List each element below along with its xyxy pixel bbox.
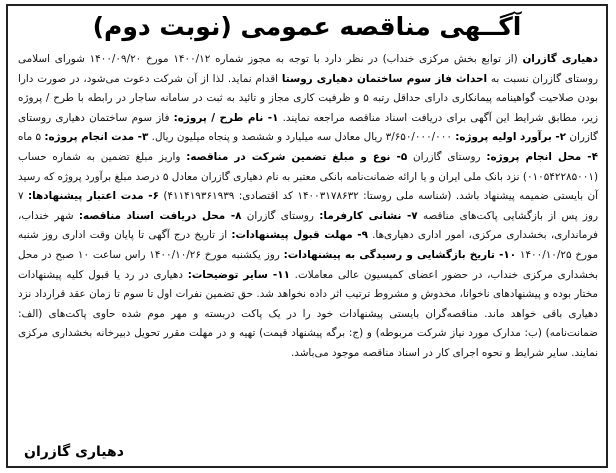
item-9-value: از تاریخ درج آگهی تا پایان وقت اداری روز شنبه مورخ ۱۴۰۰/۱۰/۲۵ [18, 229, 599, 261]
item-4-label: ۴- محل انجام پروژه: [486, 150, 598, 163]
item-8-label: ۸- محل دریافت اسناد مناقصه: [78, 209, 242, 222]
item-10-label: ۱۰- تاریخ بازگشایی و رسیدگی به پیشنهادات: [283, 248, 517, 261]
notice-title: آگــهی مناقصه عمومی (نوبت دوم) [92, 12, 522, 41]
item-7-label: ۷- نشانی کارفرما: [319, 209, 418, 222]
item-11-label: ۱۱- سایر توضیحات: [187, 268, 290, 281]
item-6-value: ۷ روز پس از بازگشایی پاکت‌های مناقصه [18, 190, 598, 222]
project-phrase: احداث فاز سوم ساختمان دهیاری روستا [281, 72, 488, 85]
notice-body [18, 50, 598, 364]
item-1-value: فاز سوم ساختمان دهیاری روستای گازران [18, 111, 598, 144]
item-2-value: ۳/۶۵۰/۰۰۰/۰۰۰ ریال معادل سه میلیارد و ششصد و پنجاه میلیون ریال. [151, 131, 452, 144]
item-7-value: روستای گازران [246, 209, 314, 222]
item-5-value: واریز مبلغ تضمین به شماره حساب (۰۱۰۵۴۲۲۸۵۰۰۱) نزد بانک ملی ایران و یا ارائه ضمانت‌نامه بانکی معتبر به نام دهیاری گازران معادل ۵ درصد مبلغ برآورد پروژه که رسید آن بایستی ضمیمه پیشنهاد باشد. (شناسه ملی روستا: ۱۴۰۰۳۱۷۸۶۳۲ کد اقتصادی: ۴۱۱۴۱۹۳۶۱۹۳۹) [18, 150, 598, 203]
item-5-label: ۵- نوع و مبلغ تضمین شرکت در مناقصه: [186, 150, 408, 163]
item-10-value: روز یکشنبه مورخ ۱۴۰۰/۱۰/۲۶ راس ساعت ۱۰ صبح در محل بخشداری مرکزی خنداب، در حضور اعضای کمیسیون عالی معاملات. [18, 248, 598, 281]
intro-text-2: اقدام نماید. لذا از آن شرکت دعوت می‌شود، در صورت دارا بودن صلاحیت گواهینامه پیمانکاری دارای حداقل رتبه ۵ و ظرفیت کاری مجاز و تائید به ثبت در سامانه ساجار در رابطه با طرح / پروژه زیر، مطابق شرایط این آگهی برای دریافت اسناد مناقصه مراجعه نمایند. [18, 72, 598, 124]
signature: دهیاری گازران [24, 444, 124, 460]
intro-text: (از توابع بخش مرکزی خنداب) در نظر دارد با توجه به مجوز شماره ۱۴۰۰/۱۲ مورخ ۱۴۰۰/۰۹/۲۰ شورای اسلامی روستای گازران نسبت به [18, 53, 599, 85]
item-8-value: شهر خنداب، فرمانداری، بخشداری مرکزی، امور اداری دهیاری‌ها. [18, 209, 599, 242]
item-1-label: ۱- نام طرح / پروژه: [173, 111, 279, 124]
item-6-label: ۶- مدت اعتبار پیشنهادها: [27, 190, 159, 203]
org-name-lead: دهیاری گازران [522, 53, 598, 65]
item-3-label: ۳- مدت انجام پروژه: [44, 131, 149, 144]
item-11-value: دهیاری در رد یا قبول کلیه پیشنهادات مختار بوده و پیشنهادهای ناخوانا، مخدوش و مشروط ترتیب اثر داده نخواهد شد. حق تضمین نفرات اول تا سوم تا زمان عقد قرارداد نزد دهیاری باقی خواهد ماند. مناقصه‌گران بایستی پیشنهادات خود را در یک پاکت دربسته و مهر موم شده حاوی پاکت‌های (الف: ضمانت‌نامه) (ب: مدارک مورد نیاز شرکت مربوطه) و (ج: برگه پیشنهاد قیمت) تهیه و در مهلت مقرر تحویل دبیرخانه بخشداری مرکزی نمایند. سایر شرایط و نحوه اجرای کار در اسناد مناقصه موجود می‌باشد. [18, 268, 598, 359]
item-9-label: ۹- مهلت قبول پیشنهادات: [231, 229, 368, 242]
tender-notice [6, 4, 608, 468]
item-3-value: ۵ ماه [17, 131, 42, 144]
item-2-label: ۲- برآورد اولیه پروژه: [455, 131, 567, 144]
item-4-value: روستای گازران [412, 150, 481, 163]
